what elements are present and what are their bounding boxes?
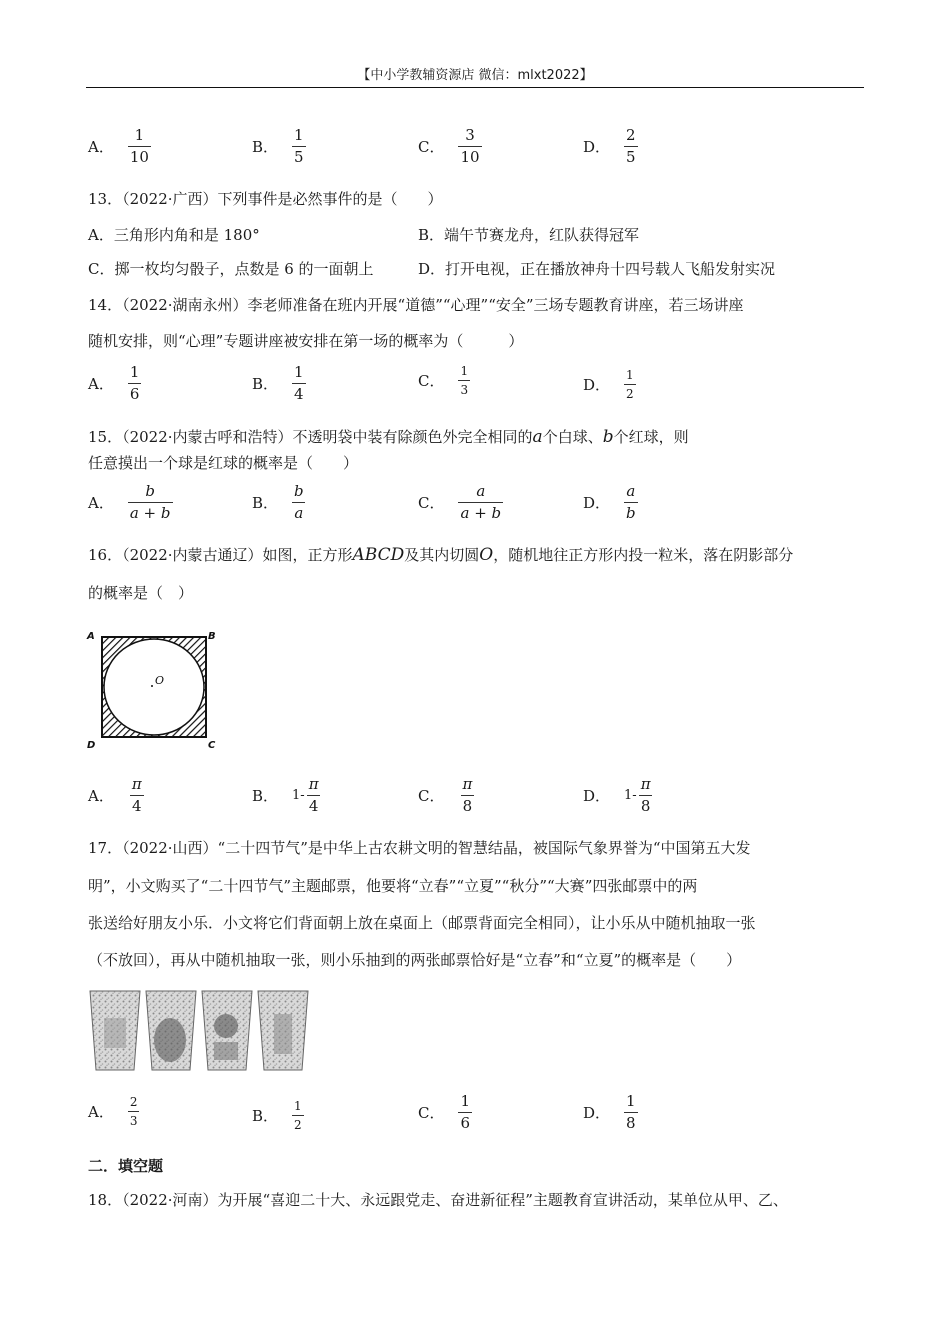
q17-stem-line2: 明”，小文购买了“二十四节气”主题邮票，他要将“立春”“立夏”“秋分”“大赛”四张邮票中的两	[88, 877, 698, 895]
q17-option-d[interactable]: D． $\frac{1}{8}$	[583, 1092, 636, 1132]
label-c: C	[208, 740, 216, 751]
q14-option-c[interactable]: C． $\frac{1}{3}$	[418, 364, 469, 397]
q13-option-d[interactable]: D．打开电视，正在播放神舟十四号载人飞船发射实况	[418, 260, 776, 278]
q17-stem-line3: 张送给好朋友小乐．小文将它们背面朝上放在桌面上（邮票背面完全相同），让小乐从中随机抽取一张	[88, 914, 756, 932]
page-header: 【中小学教辅资源店 微信：mlxt2022】	[357, 68, 593, 83]
stamp-1	[90, 991, 140, 1070]
q13-option-a[interactable]: A．三角形内角和是 180°	[88, 226, 260, 244]
section-title-fill-in: 二．填空题	[88, 1157, 164, 1175]
label-b: B	[208, 631, 216, 642]
q14-stem-line1: 14．（2022·湖南永州）李老师准备在班内开展“道德”“心理”“安全”三场专题教育讲座，若三场讲座	[88, 296, 744, 314]
q14-option-a[interactable]: A． $\frac{1}{6}$	[88, 363, 140, 403]
label-d: D	[87, 740, 96, 751]
q15-option-d[interactable]: D． $\frac{a}{b}$	[583, 482, 636, 522]
stamp-4	[258, 991, 308, 1070]
q15-option-b[interactable]: B． $\frac{b}{a}$	[252, 482, 304, 522]
q15-option-c[interactable]: C． $\frac{a}{a + b}$	[418, 482, 502, 522]
q15-stem-line1: 15．（2022·内蒙古呼和浩特）不透明袋中装有除颜色外完全相同的a个白球、b个红球，则	[88, 427, 689, 447]
square-incircle-figure	[84, 626, 224, 752]
q14-option-b[interactable]: B． $\frac{1}{4}$	[252, 363, 304, 403]
q16-stem-line2: 的概率是（ ）	[88, 584, 194, 602]
q13-option-c[interactable]: C．掷一枚均匀骰子，点数是 6 的一面朝上	[88, 260, 374, 278]
q12-option-b[interactable]: B． $\frac{1}{5}$	[252, 126, 304, 166]
center-point	[151, 685, 153, 687]
q16-option-a[interactable]: A． $\frac{\pi}{4}$	[88, 775, 142, 815]
q16-stem-line1: 16．（2022·内蒙古通辽）如图，正方形ABCD及其内切圆O，随机地往正方形内投一粒米，落在阴影部分	[88, 545, 794, 565]
label-a: A	[87, 631, 95, 642]
q13-stem: 13．（2022·广西）下列事件是必然事件的是（ ）	[88, 190, 443, 208]
q15-stem-line2: 任意摸出一个球是红球的概率是（ ）	[88, 454, 359, 472]
q17-stem-line1: 17．（2022·山西）“二十四节气”是中华上古农耕文明的智慧结晶，被国际气象界誉为“中国第五大发	[88, 839, 751, 857]
header-divider	[86, 87, 864, 88]
q16-option-c[interactable]: C． $\frac{\pi}{8}$	[418, 775, 473, 815]
q12-option-a[interactable]: A． $\frac{1}{10}$	[88, 126, 149, 166]
stamp-3	[202, 991, 252, 1070]
q12-option-c[interactable]: C． $\frac{3}{10}$	[418, 126, 480, 166]
q14-stem-line2: 随机安排，则“心理”专题讲座被安排在第一场的概率为（ ）	[88, 332, 524, 350]
q17-option-b[interactable]: B． $\frac{1}{2}$	[252, 1099, 302, 1132]
label-o: O	[155, 674, 165, 687]
stamp-2	[146, 991, 196, 1070]
q14-option-d[interactable]: D． $\frac{1}{2}$	[583, 368, 634, 401]
q16-option-d[interactable]: D． 1- $\frac{\pi}{8}$	[583, 775, 651, 815]
q17-option-c[interactable]: C． $\frac{1}{6}$	[418, 1092, 471, 1132]
q18-stem-line1: 18．（2022·河南）为开展“喜迎二十大、永远跟党走、奋进新征程”主题教育宣讲活动，某单位从甲、乙、	[88, 1191, 788, 1209]
q12-option-d[interactable]: D． $\frac{2}{5}$	[583, 126, 636, 166]
q15-option-a[interactable]: A． $\frac{b}{a + b}$	[88, 482, 171, 522]
q17-stem-line4: （不放回），再从中随机抽取一张，则小乐抽到的两张邮票恰好是“立春”和“立夏”的概率是（ ）	[88, 951, 742, 969]
q13-option-b[interactable]: B．端午节赛龙舟，红队获得冠军	[418, 226, 640, 244]
q17-option-a[interactable]: A． $\frac{2}{3}$	[88, 1095, 138, 1128]
q16-option-b[interactable]: B． 1- $\frac{\pi}{4}$	[252, 775, 319, 815]
stamps-figure	[86, 988, 312, 1074]
inscribed-circle	[104, 639, 204, 735]
